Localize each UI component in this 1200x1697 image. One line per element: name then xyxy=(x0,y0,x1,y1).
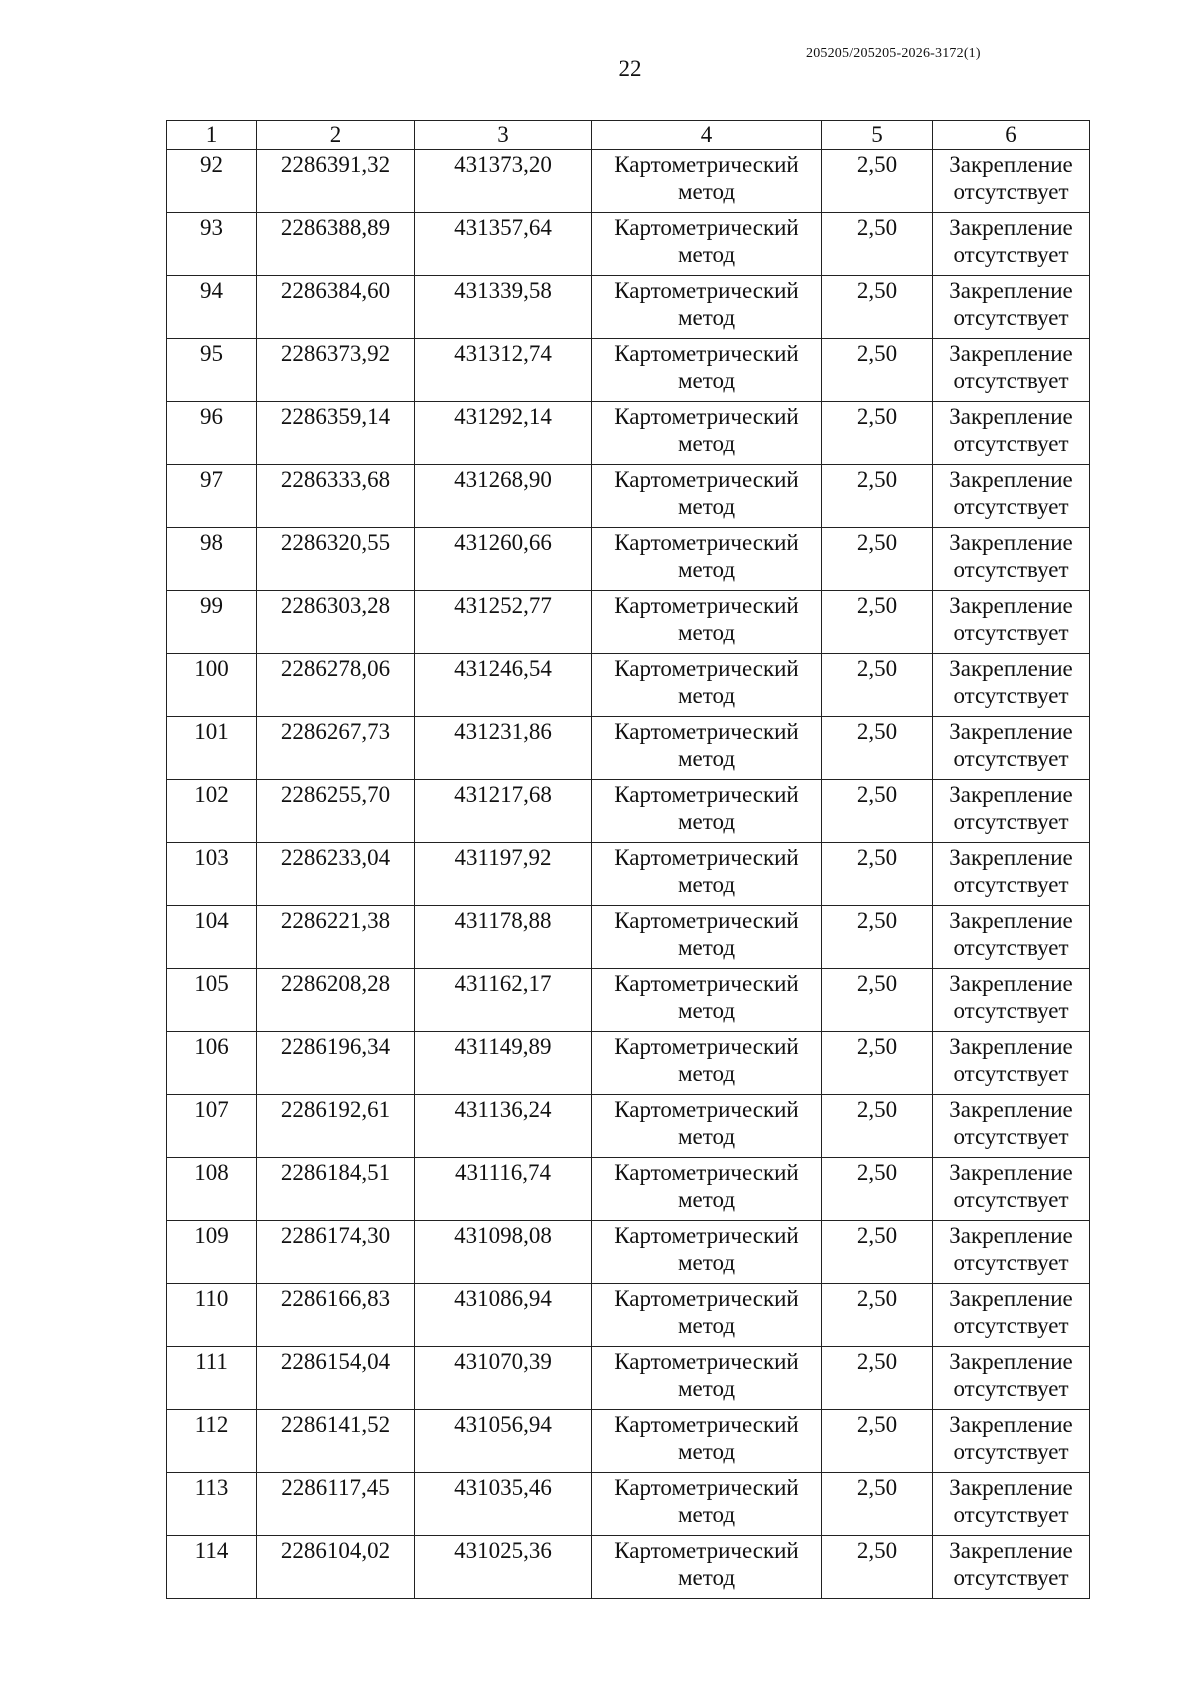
point-number-cell: 101 xyxy=(167,717,257,780)
method-line-1: Картометрический xyxy=(614,656,799,681)
method-line-2: метод xyxy=(677,872,736,897)
fixation-line-2: отсутствует xyxy=(953,1187,1069,1212)
error-cell: 2,50 xyxy=(822,1095,933,1158)
method-cell xyxy=(592,906,822,969)
method-cell xyxy=(592,1347,822,1410)
method-line-1: Картометрический xyxy=(614,1223,799,1248)
method-line-1: Картометрический xyxy=(614,1538,799,1563)
point-number-cell: 114 xyxy=(167,1536,257,1599)
method-cell xyxy=(592,591,822,654)
y-coordinate-cell: 431178,88 xyxy=(415,906,592,969)
method-line-1: Картометрический xyxy=(614,341,799,366)
y-coordinate-cell: 431035,46 xyxy=(415,1473,592,1536)
table-row xyxy=(167,276,1090,339)
method-line-1: Картометрический xyxy=(614,530,799,555)
fixation-cell xyxy=(933,213,1090,276)
table-row xyxy=(167,843,1090,906)
method-cell xyxy=(592,1158,822,1221)
fixation-cell xyxy=(933,528,1090,591)
x-coordinate-cell: 2286255,70 xyxy=(257,780,415,843)
x-coordinate-cell: 2286333,68 xyxy=(257,465,415,528)
error-cell: 2,50 xyxy=(822,528,933,591)
method-cell xyxy=(592,402,822,465)
fixation-cell xyxy=(933,339,1090,402)
error-cell: 2,50 xyxy=(822,150,933,213)
fixation-line-1: Закрепление xyxy=(949,152,1073,177)
method-cell xyxy=(592,150,822,213)
table-row xyxy=(167,1536,1090,1599)
method-line-1: Картометрический xyxy=(614,971,799,996)
fixation-cell xyxy=(933,276,1090,339)
fixation-line-2: отсутствует xyxy=(953,746,1069,771)
table-row xyxy=(167,339,1090,402)
point-number-cell: 95 xyxy=(167,339,257,402)
error-cell: 2,50 xyxy=(822,1473,933,1536)
method-line-2: метод xyxy=(677,368,736,393)
error-cell: 2,50 xyxy=(822,402,933,465)
fixation-line-2: отсутствует xyxy=(953,1313,1069,1338)
fixation-cell xyxy=(933,150,1090,213)
x-coordinate-cell: 2286192,61 xyxy=(257,1095,415,1158)
y-coordinate-cell: 431292,14 xyxy=(415,402,592,465)
method-line-1: Картометрический xyxy=(614,908,799,933)
table-row xyxy=(167,213,1090,276)
point-number-cell: 113 xyxy=(167,1473,257,1536)
method-cell xyxy=(592,339,822,402)
method-line-2: метод xyxy=(677,1565,736,1590)
y-coordinate-cell: 431116,74 xyxy=(415,1158,592,1221)
point-number-cell: 106 xyxy=(167,1032,257,1095)
x-coordinate-cell: 2286104,02 xyxy=(257,1536,415,1599)
table-row xyxy=(167,402,1090,465)
table-row xyxy=(167,654,1090,717)
fixation-line-1: Закрепление xyxy=(949,530,1073,555)
point-number-cell: 96 xyxy=(167,402,257,465)
error-cell: 2,50 xyxy=(822,654,933,717)
x-coordinate-cell: 2286303,28 xyxy=(257,591,415,654)
point-number-cell: 104 xyxy=(167,906,257,969)
fixation-line-1: Закрепление xyxy=(949,1097,1073,1122)
error-cell: 2,50 xyxy=(822,969,933,1032)
method-line-2: метод xyxy=(677,494,736,519)
coordinates-table xyxy=(166,120,1090,1599)
y-coordinate-cell: 431246,54 xyxy=(415,654,592,717)
fixation-cell xyxy=(933,1473,1090,1536)
method-line-1: Картометрический xyxy=(614,1475,799,1500)
method-cell xyxy=(592,1221,822,1284)
point-number-cell: 102 xyxy=(167,780,257,843)
x-coordinate-cell: 2286174,30 xyxy=(257,1221,415,1284)
fixation-line-2: отсутствует xyxy=(953,809,1069,834)
error-cell: 2,50 xyxy=(822,213,933,276)
fixation-line-1: Закрепление xyxy=(949,1475,1073,1500)
fixation-line-1: Закрепление xyxy=(949,656,1073,681)
point-number-cell: 100 xyxy=(167,654,257,717)
fixation-cell xyxy=(933,1095,1090,1158)
table-row xyxy=(167,1347,1090,1410)
method-line-2: метод xyxy=(677,1061,736,1086)
point-number-cell: 112 xyxy=(167,1410,257,1473)
y-coordinate-cell: 431252,77 xyxy=(415,591,592,654)
method-line-1: Картометрический xyxy=(614,1286,799,1311)
fixation-cell xyxy=(933,717,1090,780)
fixation-line-2: отсутствует xyxy=(953,1502,1069,1527)
method-line-1: Картометрический xyxy=(614,467,799,492)
method-line-2: метод xyxy=(677,557,736,582)
point-number-cell: 98 xyxy=(167,528,257,591)
x-coordinate-cell: 2286278,06 xyxy=(257,654,415,717)
method-line-2: метод xyxy=(677,1124,736,1149)
x-coordinate-cell: 2286320,55 xyxy=(257,528,415,591)
y-coordinate-cell: 431268,90 xyxy=(415,465,592,528)
fixation-line-2: отсутствует xyxy=(953,242,1069,267)
fixation-line-2: отсутствует xyxy=(953,1061,1069,1086)
method-cell xyxy=(592,213,822,276)
x-coordinate-cell: 2286117,45 xyxy=(257,1473,415,1536)
x-coordinate-cell: 2286208,28 xyxy=(257,969,415,1032)
table-row xyxy=(167,1032,1090,1095)
y-coordinate-cell: 431231,86 xyxy=(415,717,592,780)
fixation-line-1: Закрепление xyxy=(949,1412,1073,1437)
table-body xyxy=(167,150,1090,1599)
method-cell xyxy=(592,465,822,528)
error-cell: 2,50 xyxy=(822,591,933,654)
method-line-2: метод xyxy=(677,935,736,960)
fixation-cell xyxy=(933,465,1090,528)
x-coordinate-cell: 2286373,92 xyxy=(257,339,415,402)
point-number-cell: 93 xyxy=(167,213,257,276)
fixation-line-2: отсутствует xyxy=(953,494,1069,519)
point-number-cell: 99 xyxy=(167,591,257,654)
table-row xyxy=(167,150,1090,213)
point-number-cell: 92 xyxy=(167,150,257,213)
fixation-line-2: отсутствует xyxy=(953,1124,1069,1149)
document-reference: 205205/205205-2026-3172(1) xyxy=(806,46,981,61)
error-cell: 2,50 xyxy=(822,1410,933,1473)
y-coordinate-cell: 431357,64 xyxy=(415,213,592,276)
method-line-1: Картометрический xyxy=(614,1097,799,1122)
x-coordinate-cell: 2286384,60 xyxy=(257,276,415,339)
fixation-line-1: Закрепление xyxy=(949,278,1073,303)
method-line-2: метод xyxy=(677,1502,736,1527)
x-coordinate-cell: 2286154,04 xyxy=(257,1347,415,1410)
column-header-1: 1 xyxy=(167,121,257,150)
x-coordinate-cell: 2286359,14 xyxy=(257,402,415,465)
method-line-2: метод xyxy=(677,683,736,708)
fixation-line-2: отсутствует xyxy=(953,1565,1069,1590)
fixation-line-2: отсутствует xyxy=(953,935,1069,960)
error-cell: 2,50 xyxy=(822,276,933,339)
fixation-line-2: отсутствует xyxy=(953,683,1069,708)
y-coordinate-cell: 431136,24 xyxy=(415,1095,592,1158)
method-line-1: Картометрический xyxy=(614,782,799,807)
point-number-cell: 94 xyxy=(167,276,257,339)
point-number-cell: 110 xyxy=(167,1284,257,1347)
method-line-1: Картометрический xyxy=(614,719,799,744)
fixation-cell xyxy=(933,1158,1090,1221)
fixation-line-2: отсутствует xyxy=(953,305,1069,330)
fixation-line-1: Закрепление xyxy=(949,215,1073,240)
method-line-2: метод xyxy=(677,620,736,645)
point-number-cell: 103 xyxy=(167,843,257,906)
fixation-cell xyxy=(933,1032,1090,1095)
fixation-line-1: Закрепление xyxy=(949,971,1073,996)
method-line-2: метод xyxy=(677,746,736,771)
error-cell: 2,50 xyxy=(822,843,933,906)
method-line-2: метод xyxy=(677,179,736,204)
method-line-2: метод xyxy=(677,1376,736,1401)
table-row xyxy=(167,969,1090,1032)
fixation-line-1: Закрепление xyxy=(949,1223,1073,1248)
fixation-cell xyxy=(933,1284,1090,1347)
method-line-2: метод xyxy=(677,1313,736,1338)
fixation-cell xyxy=(933,402,1090,465)
y-coordinate-cell: 431260,66 xyxy=(415,528,592,591)
column-header-5: 5 xyxy=(822,121,933,150)
fixation-line-1: Закрепление xyxy=(949,404,1073,429)
method-line-1: Картометрический xyxy=(614,278,799,303)
column-header-3: 3 xyxy=(415,121,592,150)
method-line-1: Картометрический xyxy=(614,152,799,177)
fixation-line-2: отсутствует xyxy=(953,431,1069,456)
error-cell: 2,50 xyxy=(822,780,933,843)
error-cell: 2,50 xyxy=(822,906,933,969)
point-number-cell: 109 xyxy=(167,1221,257,1284)
fixation-line-2: отсутствует xyxy=(953,1439,1069,1464)
method-cell xyxy=(592,780,822,843)
fixation-cell xyxy=(933,1347,1090,1410)
method-line-2: метод xyxy=(677,998,736,1023)
table-row xyxy=(167,528,1090,591)
y-coordinate-cell: 431339,58 xyxy=(415,276,592,339)
table-row xyxy=(167,1095,1090,1158)
error-cell: 2,50 xyxy=(822,1158,933,1221)
x-coordinate-cell: 2286141,52 xyxy=(257,1410,415,1473)
x-coordinate-cell: 2286267,73 xyxy=(257,717,415,780)
header-row xyxy=(167,121,1090,150)
fixation-line-1: Закрепление xyxy=(949,1160,1073,1185)
method-cell xyxy=(592,843,822,906)
point-number-cell: 108 xyxy=(167,1158,257,1221)
fixation-cell xyxy=(933,906,1090,969)
method-line-2: метод xyxy=(677,1187,736,1212)
fixation-line-1: Закрепление xyxy=(949,1349,1073,1374)
fixation-cell xyxy=(933,1221,1090,1284)
y-coordinate-cell: 431373,20 xyxy=(415,150,592,213)
method-line-1: Картометрический xyxy=(614,593,799,618)
y-coordinate-cell: 431312,74 xyxy=(415,339,592,402)
method-line-1: Картометрический xyxy=(614,1160,799,1185)
table-row xyxy=(167,1284,1090,1347)
fixation-line-2: отсутствует xyxy=(953,1376,1069,1401)
column-header-2: 2 xyxy=(257,121,415,150)
x-coordinate-cell: 2286221,38 xyxy=(257,906,415,969)
fixation-cell xyxy=(933,843,1090,906)
error-cell: 2,50 xyxy=(822,339,933,402)
fixation-line-1: Закрепление xyxy=(949,467,1073,492)
table-header xyxy=(167,121,1090,150)
table-row xyxy=(167,717,1090,780)
fixation-line-2: отсутствует xyxy=(953,1250,1069,1275)
fixation-line-1: Закрепление xyxy=(949,341,1073,366)
method-line-2: метод xyxy=(677,431,736,456)
fixation-line-2: отсутствует xyxy=(953,620,1069,645)
method-cell xyxy=(592,528,822,591)
x-coordinate-cell: 2286391,32 xyxy=(257,150,415,213)
y-coordinate-cell: 431149,89 xyxy=(415,1032,592,1095)
method-line-2: метод xyxy=(677,305,736,330)
y-coordinate-cell: 431086,94 xyxy=(415,1284,592,1347)
x-coordinate-cell: 2286196,34 xyxy=(257,1032,415,1095)
fixation-cell xyxy=(933,591,1090,654)
fixation-cell xyxy=(933,969,1090,1032)
fixation-line-2: отсутствует xyxy=(953,557,1069,582)
fixation-line-2: отсутствует xyxy=(953,998,1069,1023)
y-coordinate-cell: 431070,39 xyxy=(415,1347,592,1410)
fixation-line-2: отсутствует xyxy=(953,368,1069,393)
y-coordinate-cell: 431162,17 xyxy=(415,969,592,1032)
method-cell xyxy=(592,717,822,780)
method-line-1: Картометрический xyxy=(614,215,799,240)
method-cell xyxy=(592,1284,822,1347)
error-cell: 2,50 xyxy=(822,717,933,780)
y-coordinate-cell: 431098,08 xyxy=(415,1221,592,1284)
y-coordinate-cell: 431197,92 xyxy=(415,843,592,906)
fixation-line-2: отсутствует xyxy=(953,179,1069,204)
table-row xyxy=(167,465,1090,528)
method-cell xyxy=(592,1536,822,1599)
table-row xyxy=(167,1221,1090,1284)
fixation-line-1: Закрепление xyxy=(949,1034,1073,1059)
fixation-line-2: отсутствует xyxy=(953,872,1069,897)
method-line-2: метод xyxy=(677,1250,736,1275)
point-number-cell: 105 xyxy=(167,969,257,1032)
method-cell xyxy=(592,654,822,717)
method-cell xyxy=(592,276,822,339)
column-header-6: 6 xyxy=(933,121,1090,150)
error-cell: 2,50 xyxy=(822,1284,933,1347)
method-cell xyxy=(592,1032,822,1095)
fixation-line-1: Закрепление xyxy=(949,908,1073,933)
error-cell: 2,50 xyxy=(822,465,933,528)
method-line-2: метод xyxy=(677,809,736,834)
method-line-1: Картометрический xyxy=(614,845,799,870)
fixation-line-1: Закрепление xyxy=(949,845,1073,870)
method-line-1: Картометрический xyxy=(614,404,799,429)
x-coordinate-cell: 2286184,51 xyxy=(257,1158,415,1221)
table-row xyxy=(167,1473,1090,1536)
y-coordinate-cell: 431025,36 xyxy=(415,1536,592,1599)
fixation-cell xyxy=(933,654,1090,717)
table-row xyxy=(167,1410,1090,1473)
y-coordinate-cell: 431056,94 xyxy=(415,1410,592,1473)
column-header-4: 4 xyxy=(592,121,822,150)
fixation-cell xyxy=(933,1536,1090,1599)
method-line-1: Картометрический xyxy=(614,1034,799,1059)
fixation-cell xyxy=(933,780,1090,843)
method-cell xyxy=(592,1473,822,1536)
fixation-line-1: Закрепление xyxy=(949,1538,1073,1563)
method-cell xyxy=(592,969,822,1032)
point-number-cell: 111 xyxy=(167,1347,257,1410)
table-row xyxy=(167,1158,1090,1221)
fixation-line-1: Закрепление xyxy=(949,1286,1073,1311)
point-number-cell: 97 xyxy=(167,465,257,528)
x-coordinate-cell: 2286233,04 xyxy=(257,843,415,906)
method-line-1: Картометрический xyxy=(614,1349,799,1374)
error-cell: 2,50 xyxy=(822,1032,933,1095)
fixation-line-1: Закрепление xyxy=(949,782,1073,807)
method-line-2: метод xyxy=(677,242,736,267)
table-row xyxy=(167,906,1090,969)
y-coordinate-cell: 431217,68 xyxy=(415,780,592,843)
error-cell: 2,50 xyxy=(822,1347,933,1410)
table-row xyxy=(167,780,1090,843)
method-cell xyxy=(592,1410,822,1473)
point-number-cell: 107 xyxy=(167,1095,257,1158)
x-coordinate-cell: 2286166,83 xyxy=(257,1284,415,1347)
page-number: 22 xyxy=(618,56,642,81)
error-cell: 2,50 xyxy=(822,1221,933,1284)
fixation-line-1: Закрепление xyxy=(949,593,1073,618)
method-cell xyxy=(592,1095,822,1158)
method-line-1: Картометрический xyxy=(614,1412,799,1437)
fixation-cell xyxy=(933,1410,1090,1473)
x-coordinate-cell: 2286388,89 xyxy=(257,213,415,276)
table-row xyxy=(167,591,1090,654)
method-line-2: метод xyxy=(677,1439,736,1464)
fixation-line-1: Закрепление xyxy=(949,719,1073,744)
error-cell: 2,50 xyxy=(822,1536,933,1599)
